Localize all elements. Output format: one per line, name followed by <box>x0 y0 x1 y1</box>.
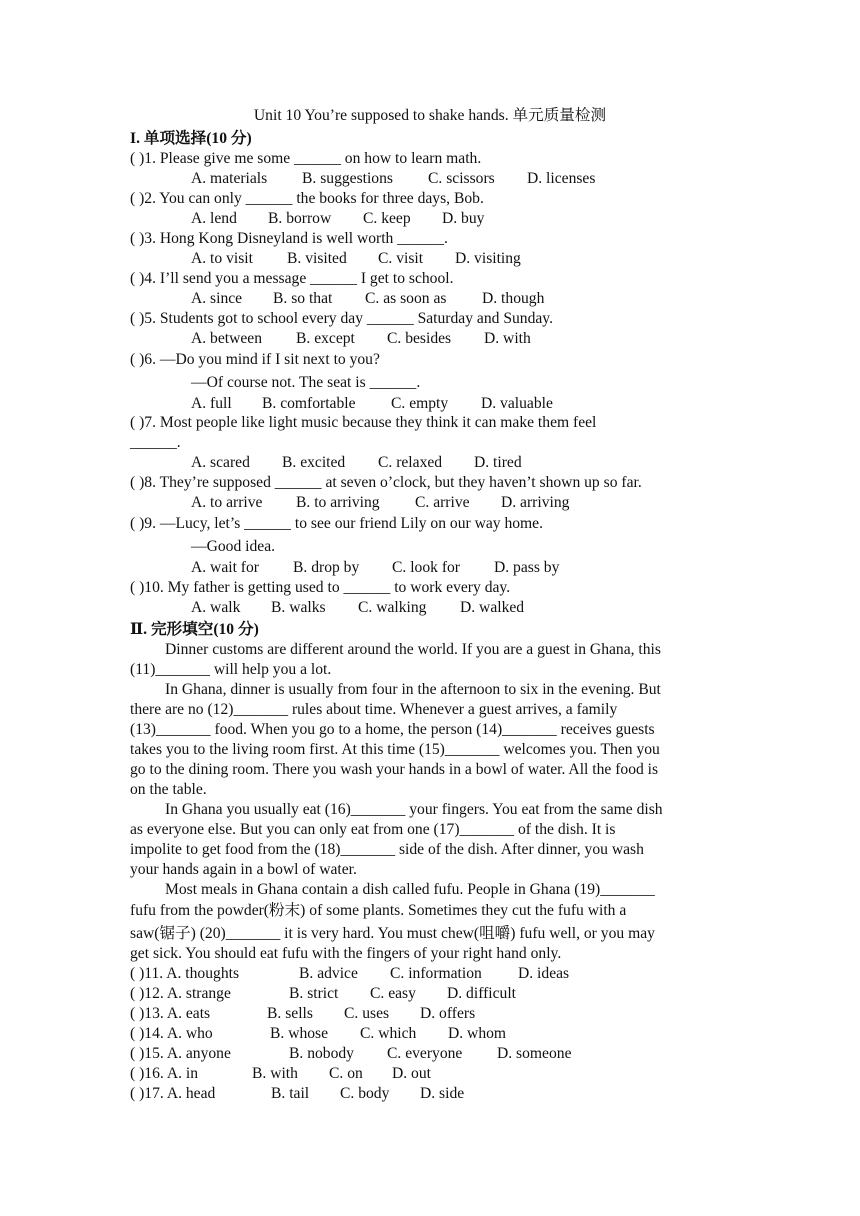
question-7-option-a: A. scared <box>191 454 250 471</box>
choice-11-option-c: C. information <box>390 965 482 982</box>
choice-15-option-d: D. someone <box>497 1045 572 1062</box>
question-6-option-d: D. valuable <box>481 395 553 412</box>
question-4-option-a: A. since <box>191 290 243 307</box>
question-9: ( )9. —Lucy, let’s ______ to see our friend Lily on our way home. <box>130 515 543 532</box>
choice-16-option-c: C. on <box>329 1065 363 1082</box>
question-5-option-b: B. except <box>296 330 355 347</box>
choice-15-option-c: C. everyone <box>387 1045 463 1062</box>
question-3-option-d: D. visiting <box>455 250 521 267</box>
question-6-reply: —Of course not. The seat is ______. <box>191 374 421 391</box>
question-3-option-c: C. visit <box>378 250 424 267</box>
question-2-option-d: D. buy <box>442 210 485 227</box>
choice-11-option-d: D. ideas <box>518 965 570 982</box>
choice-13-option-b: B. sells <box>267 1005 313 1022</box>
question-4-option-c: C. as soon as <box>365 290 447 307</box>
question-7-continuation: ______. <box>130 434 181 451</box>
passage-line: impolite to get food from the (18)_______ side of the dish. After dinner, you wash <box>130 841 644 858</box>
question-3: ( )3. Hong Kong Disneyland is well worth ______. <box>130 230 448 247</box>
question-3-option-b: B. visited <box>287 250 347 267</box>
question-5: ( )5. Students got to school every day ______ Saturday and Sunday. <box>130 310 553 327</box>
question-2-option-a: A. lend <box>191 210 237 227</box>
question-7-option-c: C. relaxed <box>378 454 443 471</box>
choice-17-option-c: C. body <box>340 1085 390 1102</box>
question-5-option-c: C. besides <box>387 330 452 347</box>
question-7: ( )7. Most people like light music because they think it can make them feel <box>130 414 597 431</box>
question-2-option-c: C. keep <box>363 210 411 227</box>
passage-line: saw(锯子) (20)_______ it is very hard. You must chew(咀嚼) fufu well, or you may <box>130 925 655 942</box>
section-heading-multiple-choice: I. 单项选择(10 分) <box>130 130 252 147</box>
passage-line: your hands again in a bowl of water. <box>130 861 357 878</box>
question-8-option-c: C. arrive <box>415 494 470 511</box>
choice-12-option-b: B. strict <box>289 985 339 1002</box>
question-5-option-a: A. between <box>191 330 263 347</box>
passage-line: on the table. <box>130 781 207 798</box>
choice-12-option-c: C. easy <box>370 985 416 1002</box>
choice-12-option-d: D. difficult <box>447 985 517 1002</box>
choice-13-option-d: D. offers <box>420 1005 476 1022</box>
choice-14-option-d: D. whom <box>448 1025 507 1042</box>
passage-line: (13)_______ food. When you go to a home, the person (14)_______ receives guests <box>130 721 655 738</box>
question-9-option-a: A. wait for <box>191 559 259 576</box>
question-9-reply: —Good idea. <box>191 538 276 555</box>
question-4: ( )4. I’ll send you a message ______ I get to school. <box>130 270 454 287</box>
choice-17: ( )17. A. head <box>130 1085 216 1102</box>
choice-13: ( )13. A. eats <box>130 1005 211 1022</box>
question-2-option-b: B. borrow <box>268 210 332 227</box>
question-1-option-a: A. materials <box>191 170 268 187</box>
question-6-option-a: A. full <box>191 395 232 412</box>
choice-11-option-b: B. advice <box>299 965 358 982</box>
passage-line: Dinner customs are different around the world. If you are a guest in Ghana, this <box>165 641 661 658</box>
choice-15-option-b: B. nobody <box>289 1045 354 1062</box>
passage-line: as everyone else. But you can only eat from one (17)_______ of the dish. It is <box>130 821 616 838</box>
passage-line: takes you to the living room first. At this time (15)_______ welcomes you. Then you <box>130 741 660 758</box>
choice-17-option-d: D. side <box>420 1085 465 1102</box>
choice-13-option-c: C. uses <box>344 1005 390 1022</box>
choice-16-option-d: D. out <box>392 1065 431 1082</box>
choice-14-option-c: C. which <box>360 1025 417 1042</box>
question-6-option-c: C. empty <box>391 395 449 412</box>
section-heading-cloze: Ⅱ. 完形填空(10 分) <box>130 621 259 638</box>
question-10: ( )10. My father is getting used to ______ to work every day. <box>130 579 511 596</box>
question-7-option-d: D. tired <box>474 454 522 471</box>
passage-line: there are no (12)_______ rules about time. Whenever a guest arrives, a family <box>130 701 618 718</box>
question-3-option-a: A. to visit <box>191 250 253 267</box>
question-4-option-b: B. so that <box>273 290 333 307</box>
choice-12: ( )12. A. strange <box>130 985 231 1002</box>
question-8-option-a: A. to arrive <box>191 494 263 511</box>
question-1-option-d: D. licenses <box>527 170 596 187</box>
question-4-option-d: D. though <box>482 290 545 307</box>
question-8-option-b: B. to arriving <box>296 494 380 511</box>
choice-16-option-b: B. with <box>252 1065 298 1082</box>
question-8-option-d: D. arriving <box>501 494 570 511</box>
question-1: ( )1. Please give me some ______ on how to learn math. <box>130 150 482 167</box>
question-6-option-b: B. comfortable <box>262 395 356 412</box>
choice-15: ( )15. A. anyone <box>130 1045 231 1062</box>
question-6: ( )6. —Do you mind if I sit next to you? <box>130 351 380 368</box>
choice-11: ( )11. A. thoughts <box>130 965 240 982</box>
passage-line: In Ghana, dinner is usually from four in the afternoon to six in the evening. But <box>165 681 661 698</box>
passage-line: (11)_______ will help you a lot. <box>130 661 332 678</box>
page-title: Unit 10 You’re supposed to shake hands. 单元质量检测 <box>253 107 607 124</box>
question-5-option-d: D. with <box>484 330 531 347</box>
question-10-option-c: C. walking <box>358 599 427 616</box>
question-10-option-b: B. walks <box>271 599 326 616</box>
question-1-option-c: C. scissors <box>428 170 495 187</box>
passage-line: get sick. You should eat fufu with the fingers of your right hand only. <box>130 945 562 962</box>
passage-line: Most meals in Ghana contain a dish called fufu. People in Ghana (19)_______ <box>165 881 655 898</box>
question-10-option-a: A. walk <box>191 599 241 616</box>
choice-14-option-b: B. whose <box>270 1025 329 1042</box>
question-9-option-d: D. pass by <box>494 559 560 576</box>
choice-14: ( )14. A. who <box>130 1025 213 1042</box>
question-1-option-b: B. suggestions <box>302 170 393 187</box>
choice-17-option-b: B. tail <box>271 1085 310 1102</box>
question-9-option-c: C. look for <box>392 559 461 576</box>
question-8: ( )8. They’re supposed ______ at seven o’clock, but they haven’t shown up so far. <box>130 474 642 491</box>
passage-line: go to the dining room. There you wash your hands in a bowl of water. All the food is <box>130 761 659 778</box>
choice-16: ( )16. A. in <box>130 1065 199 1082</box>
question-10-option-d: D. walked <box>460 599 525 616</box>
question-9-option-b: B. drop by <box>293 559 360 576</box>
question-2: ( )2. You can only ______ the books for three days, Bob. <box>130 190 484 207</box>
passage-line: In Ghana you usually eat (16)_______ your fingers. You eat from the same dish <box>165 801 663 818</box>
passage-line: fufu from the powder(粉末) of some plants. Sometimes they cut the fufu with a <box>130 902 627 919</box>
question-7-option-b: B. excited <box>282 454 346 471</box>
